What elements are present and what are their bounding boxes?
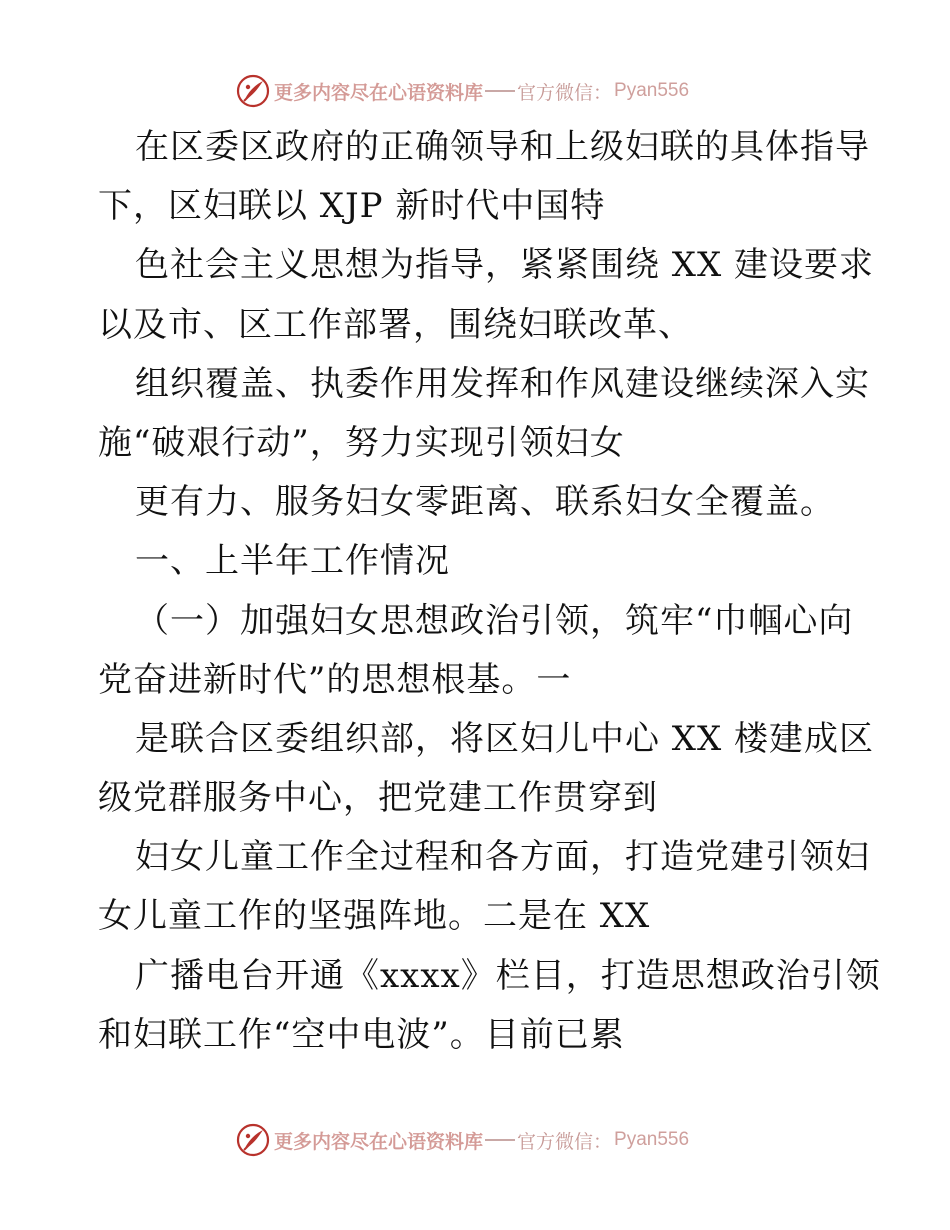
footer-banner — [236, 1123, 689, 1157]
text-line: 广播电台开通《xxxx》栏目，打造思想政治引领 — [135, 955, 881, 996]
header-banner — [236, 74, 689, 108]
banner-official-label: 官方微信： — [517, 81, 613, 104]
text-line: 下，区妇联以 XJP 新时代中国特 — [98, 186, 606, 227]
banner-official-label: 官方微信： — [517, 1130, 613, 1153]
banner-title: 更多内容尽在心语资料库 — [274, 81, 484, 104]
text-line: 色社会主义思想为指导，紧紧围绕 XX 建设要求 — [135, 245, 875, 286]
text-line: 是联合区委组织部，将区妇儿中心 XX 楼建成区 — [135, 718, 875, 759]
section-heading: 一、上半年工作情况 — [135, 541, 450, 582]
text-line: 组织覆盖、执委作用发挥和作风建设继续深入实 — [135, 363, 870, 404]
text-line: 党奋进新时代”的思想根基。一 — [98, 659, 572, 700]
banner-title: 更多内容尽在心语资料库 — [274, 1130, 484, 1153]
subsection-heading: （一）加强妇女思想政治引领，筑牢“巾帼心向 — [135, 600, 854, 641]
quill-logo-icon — [236, 1123, 270, 1157]
banner-wechat-id: Pyan556 — [614, 1129, 690, 1150]
banner-dash — [485, 90, 515, 92]
body-text — [98, 118, 881, 1065]
banner-dash — [485, 1139, 515, 1141]
banner-wechat-id: Pyan556 — [614, 80, 690, 101]
quill-logo-icon — [236, 74, 270, 108]
text-line: 女儿童工作的坚强阵地。二是在 XX — [98, 896, 651, 937]
text-line: 更有力、服务妇女零距离、联系妇女全覆盖。 — [135, 482, 835, 523]
text-line: 施“破艰行动”，努力实现引领妇女 — [98, 422, 625, 463]
text-line: 在区委区政府的正确领导和上级妇联的具体指导 — [135, 127, 870, 167]
text-line: 妇女儿童工作全过程和各方面，打造党建引领妇 — [135, 837, 870, 878]
text-line: 级党群服务中心，把党建工作贯穿到 — [98, 778, 658, 819]
text-line: 和妇联工作“空中电波”。目前已累 — [98, 1014, 625, 1055]
text-line: 以及市、区工作部署，围绕妇联改革、 — [98, 304, 693, 345]
